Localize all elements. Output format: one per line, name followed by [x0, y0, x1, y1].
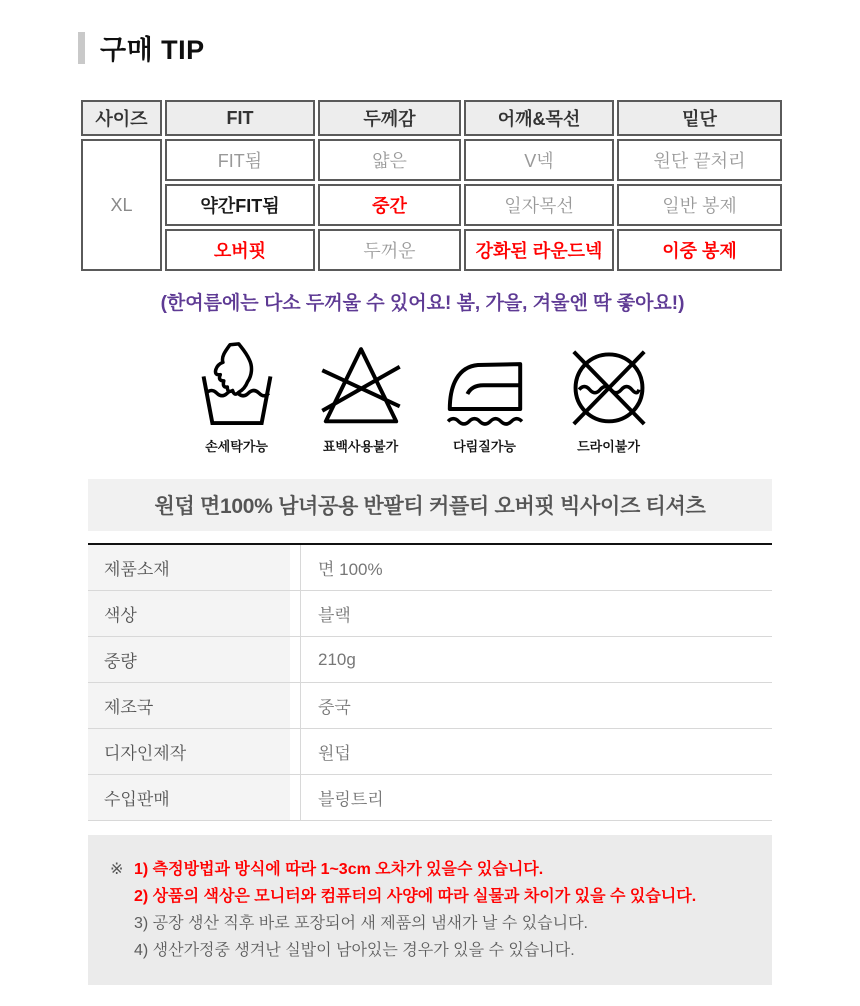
- heading-accent-bar: [78, 32, 85, 64]
- care-item-iron: [437, 341, 533, 455]
- info-row-weight: [88, 637, 772, 683]
- product-info-table: [88, 543, 772, 821]
- care-label-no-bleach: 표백사용불가: [322, 439, 399, 454]
- note-text: 2) 상품의 색상은 모니터와 컴퓨터의 사양에 따라 실물과 차이가 있을 수 있습니다.: [134, 888, 697, 905]
- info-row-origin: [88, 683, 772, 729]
- spec-neck-2: 일자목선: [464, 184, 614, 226]
- spec-table: [78, 97, 785, 274]
- spec-header-hem: 밑단: [617, 100, 782, 136]
- care-icons-row: [78, 341, 767, 455]
- spec-hem-2: 일반 봉제: [617, 184, 782, 226]
- care-item-no-dry-clean: [561, 341, 657, 455]
- spec-thickness-1: 얇은: [318, 139, 461, 181]
- info-row-material: [88, 545, 772, 591]
- care-item-hand-wash: [189, 341, 285, 455]
- spec-fit-1: FIT됨: [165, 139, 315, 181]
- spec-header-neck: 어깨&목선: [464, 100, 614, 136]
- info-row-designer: [88, 729, 772, 775]
- info-column-gap: [290, 545, 300, 590]
- spec-header-size: 사이즈: [81, 100, 162, 136]
- info-column-gap: [290, 637, 300, 682]
- no-bleach-icon: [317, 341, 405, 433]
- info-value: 210g: [300, 637, 772, 682]
- note-line-3: [110, 910, 752, 937]
- info-label: 디자인제작: [88, 729, 290, 774]
- spec-hem-1: 원단 끝처리: [617, 139, 782, 181]
- info-value: 면 100%: [300, 545, 772, 590]
- spec-fit-3: 오버핏: [165, 229, 315, 271]
- info-column-gap: [290, 775, 300, 820]
- spec-fit-2: 약간FIT됨: [165, 184, 315, 226]
- purchase-tip-page: [0, 28, 860, 1006]
- info-row-color: [88, 591, 772, 637]
- info-label: 색상: [88, 591, 290, 636]
- care-label-iron: 다림질가능: [453, 439, 516, 454]
- info-value: 중국: [300, 683, 772, 728]
- note-marker: [110, 910, 134, 937]
- note-line-4: [110, 937, 752, 964]
- care-label-hand-wash: 손세탁가능: [205, 439, 268, 454]
- info-column-gap: [290, 591, 300, 636]
- spec-row-3: [81, 229, 782, 271]
- spec-thickness-2: 중간: [318, 184, 461, 226]
- care-label-no-dry-clean: 드라이불가: [577, 439, 640, 454]
- info-column-gap: [290, 729, 300, 774]
- spec-header-thickness: 두께감: [318, 100, 461, 136]
- note-text: 1) 측정방법과 방식에 따라 1~3cm 오차가 있을수 있습니다.: [134, 861, 544, 878]
- info-value: 원덥: [300, 729, 772, 774]
- info-row-importer: [88, 775, 772, 821]
- hand-wash-icon: [193, 341, 281, 433]
- spec-size-value: XL: [81, 139, 162, 271]
- iron-ok-icon: [441, 341, 529, 433]
- spec-row-2: [81, 184, 782, 226]
- info-label: 제조국: [88, 683, 290, 728]
- spec-neck-3: 강화된 라운드넥: [464, 229, 614, 271]
- info-label: 중량: [88, 637, 290, 682]
- no-dry-clean-icon: [565, 341, 653, 433]
- note-text: 4) 생산가정중 생겨난 실밥이 남아있는 경우가 있을 수 있습니다.: [134, 942, 575, 959]
- season-note: (한여름에는 다소 두꺼울 수 있어요! 봄, 가을, 겨울엔 딱 좋아요!): [160, 293, 685, 314]
- spec-thickness-3: 두꺼운: [318, 229, 461, 271]
- info-column-gap: [290, 683, 300, 728]
- info-value: 블링트리: [300, 775, 772, 820]
- care-item-no-bleach: [313, 341, 409, 455]
- note-marker: ※: [110, 861, 124, 878]
- info-value: 블랙: [300, 591, 772, 636]
- note-text: 3) 공장 생산 직후 바로 포장되어 새 제품의 냄새가 날 수 있습니다.: [134, 915, 588, 932]
- spec-header-fit: FIT: [165, 100, 315, 136]
- heading: [78, 28, 860, 67]
- spec-hem-3: 이중 봉제: [617, 229, 782, 271]
- info-label: 수입판매: [88, 775, 290, 820]
- spec-row-1: [81, 139, 782, 181]
- note-line-2: [110, 883, 752, 910]
- notes-box: [88, 835, 772, 985]
- spec-neck-1: V넥: [464, 139, 614, 181]
- note-line-1: [110, 856, 752, 883]
- product-title-bar: [88, 479, 772, 531]
- spec-header-row: [81, 100, 782, 136]
- note-marker: [110, 883, 134, 910]
- info-label: 제품소재: [88, 545, 290, 590]
- note-marker: [110, 937, 134, 964]
- page-title: 구매 TIP: [100, 35, 205, 65]
- product-title: 원덥 면100% 남녀공용 반팔티 커플티 오버핏 빅사이즈 티셔츠: [154, 495, 706, 518]
